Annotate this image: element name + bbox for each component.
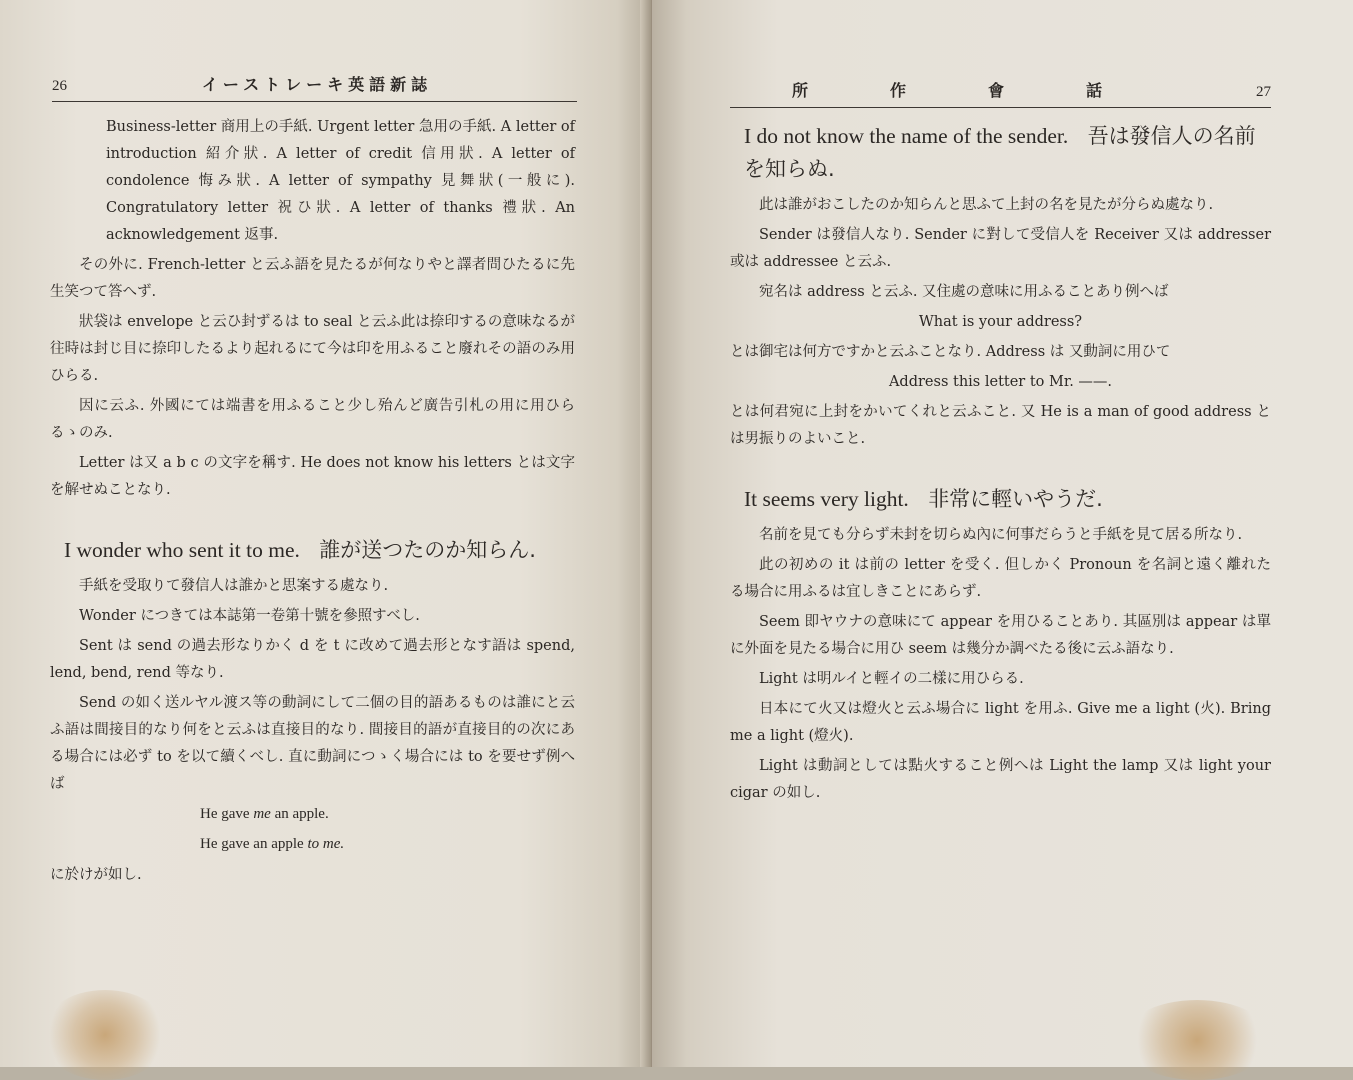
paper-stain: [1122, 1000, 1272, 1080]
left-page: [0, 0, 650, 1067]
example-sentence: What is your address?: [918, 314, 1083, 330]
body-paragraph: 宛名は address と云ふ. 又住處の意味に用ふることあり例へば: [759, 284, 1169, 300]
body-paragraph: Send の如く送ルヤル渡ス等の動詞にして二個の目的語あるものは誰にと云ふ語は間接目的なり何をと云ふは直接目的なり. 間接目的語が直接目的の次にある場合には必ず to を以て續くべし. 直に動詞につゝく場合には to を要せず例へば: [50, 695, 575, 792]
heading-japanese: 吾は發信人の名前を知らぬ.: [744, 124, 1256, 181]
heading-english: It seems very light.: [744, 487, 909, 511]
body-paragraph: 日本にて火又は燈火と云ふ場合に light を用ふ. Give me a light (火). Bring me a light (燈火).: [730, 701, 1271, 744]
page-number: 26: [52, 78, 67, 94]
body-paragraph: とは御宅は何方ですかと云ふことなり. Address は 又動詞に用ひて: [730, 344, 1171, 360]
example-sentence: [50, 801, 575, 828]
title-char: 話: [1086, 81, 1103, 100]
body-paragraph: 此は誰がおこしたのか知らんと思ふて上封の名を見たが分らぬ處なり.: [759, 197, 1214, 213]
body-paragraph: 名前を見ても分らず未封を切らぬ內に何事だらうと手紙を見て居る所なり.: [759, 527, 1243, 543]
section-heading: [744, 483, 1271, 516]
page-number: 27: [1256, 84, 1271, 100]
vocabulary-paragraph: Business-letter 商用上の手紙. Urgent letter 急用の手紙. A letter of introduction 紹介狀. A letter of credit 信用狀. A letter of condolence 悔み狀. A letter of sympathy 見舞狀(一般に). Congratulatory letter 祝ひ狀. A letter of thanks 禮狀. An acknowledgement 返事.: [106, 119, 575, 243]
closing-line: に於けが如し.: [50, 867, 142, 883]
right-page-header: [730, 78, 1271, 108]
body-paragraph: 狀袋は envelope と云ひ封ずるは to seal と云ふ此は捺印するの意味なるが往時は封じ目に捺印したるより起れるにて今は印を用ふること廢れその語のみ用ひらる.: [50, 314, 575, 384]
title-char: 會: [988, 81, 1005, 100]
running-title: [792, 78, 1102, 101]
body-paragraph: Letter は又 a b c の文字を稱す. He does not know his letters とは文字を解せぬことなり.: [50, 455, 575, 498]
heading-japanese: 誰が送つたのか知らん.: [319, 538, 536, 562]
body-paragraph: Sent は send の過去形なりかく d を t に改めて過去形となす語は spend, lend, bend, rend 等なり.: [50, 638, 575, 681]
running-title: イーストレーキ英語新誌: [201, 75, 433, 94]
body-paragraph: とは何君宛に上封をかいてくれと云ふこと. 又 He is a man of good address とは男振りのよいこと.: [730, 404, 1271, 447]
body-paragraph: Light は動詞としては點火すること例へは Light the lamp 又は light your cigar の如し.: [730, 758, 1271, 801]
body-paragraph: 此の初めの it は前の letter を受く. 但しかく Pronoun を名詞と遠く離れたる場合に用ふるは宜しきことにあらず.: [730, 557, 1271, 600]
example-text: an apple.: [270, 806, 329, 822]
example-text: He gave an apple: [200, 836, 308, 852]
example-sentence: Address this letter to Mr. ——.: [888, 374, 1113, 390]
body-paragraph: Wonder につきては本誌第一卷第十號を參照すべし.: [79, 608, 420, 624]
title-char: 所: [792, 81, 809, 100]
section-heading: [64, 534, 575, 567]
body-paragraph: 因に云ふ. 外國にては端書を用ふること少し殆んど廣告引札の用に用ひらるゝのみ.: [50, 398, 575, 441]
example-emphasis: me: [253, 806, 271, 822]
body-paragraph: その外に. French-letter と云ふ語を見たるが何なりやと譯者問ひたるに先生笑つて答へず.: [50, 257, 575, 300]
right-page: [652, 0, 1353, 1067]
body-paragraph: Sender は發信人なり. Sender に對して受信人を Receiver 又は addresser 或は addressee と云ふ.: [730, 227, 1271, 270]
heading-english: I do not know the name of the sender.: [744, 124, 1069, 148]
heading-english: I wonder who sent it to me.: [64, 538, 300, 562]
body-paragraph: Light は明ルイと輕イの二樣に用ひらる.: [759, 671, 1024, 687]
left-page-header: [52, 72, 577, 102]
body-paragraph: 手紙を受取りて發信人は誰かと思案する處なり.: [79, 578, 389, 594]
section-heading: [744, 120, 1271, 186]
example-sentence: [50, 831, 575, 858]
title-char: 作: [890, 81, 907, 100]
body-paragraph: Seem 即ヤウナの意味にて appear を用ひることあり. 其區別は appear は單に外面を見たる場合に用ひ seem は幾分か調べたる後に云ふ語なり.: [730, 614, 1271, 657]
heading-japanese: 非常に輕いやうだ.: [928, 487, 1103, 511]
example-emphasis: to me.: [307, 836, 345, 852]
example-text: He gave: [200, 806, 254, 822]
